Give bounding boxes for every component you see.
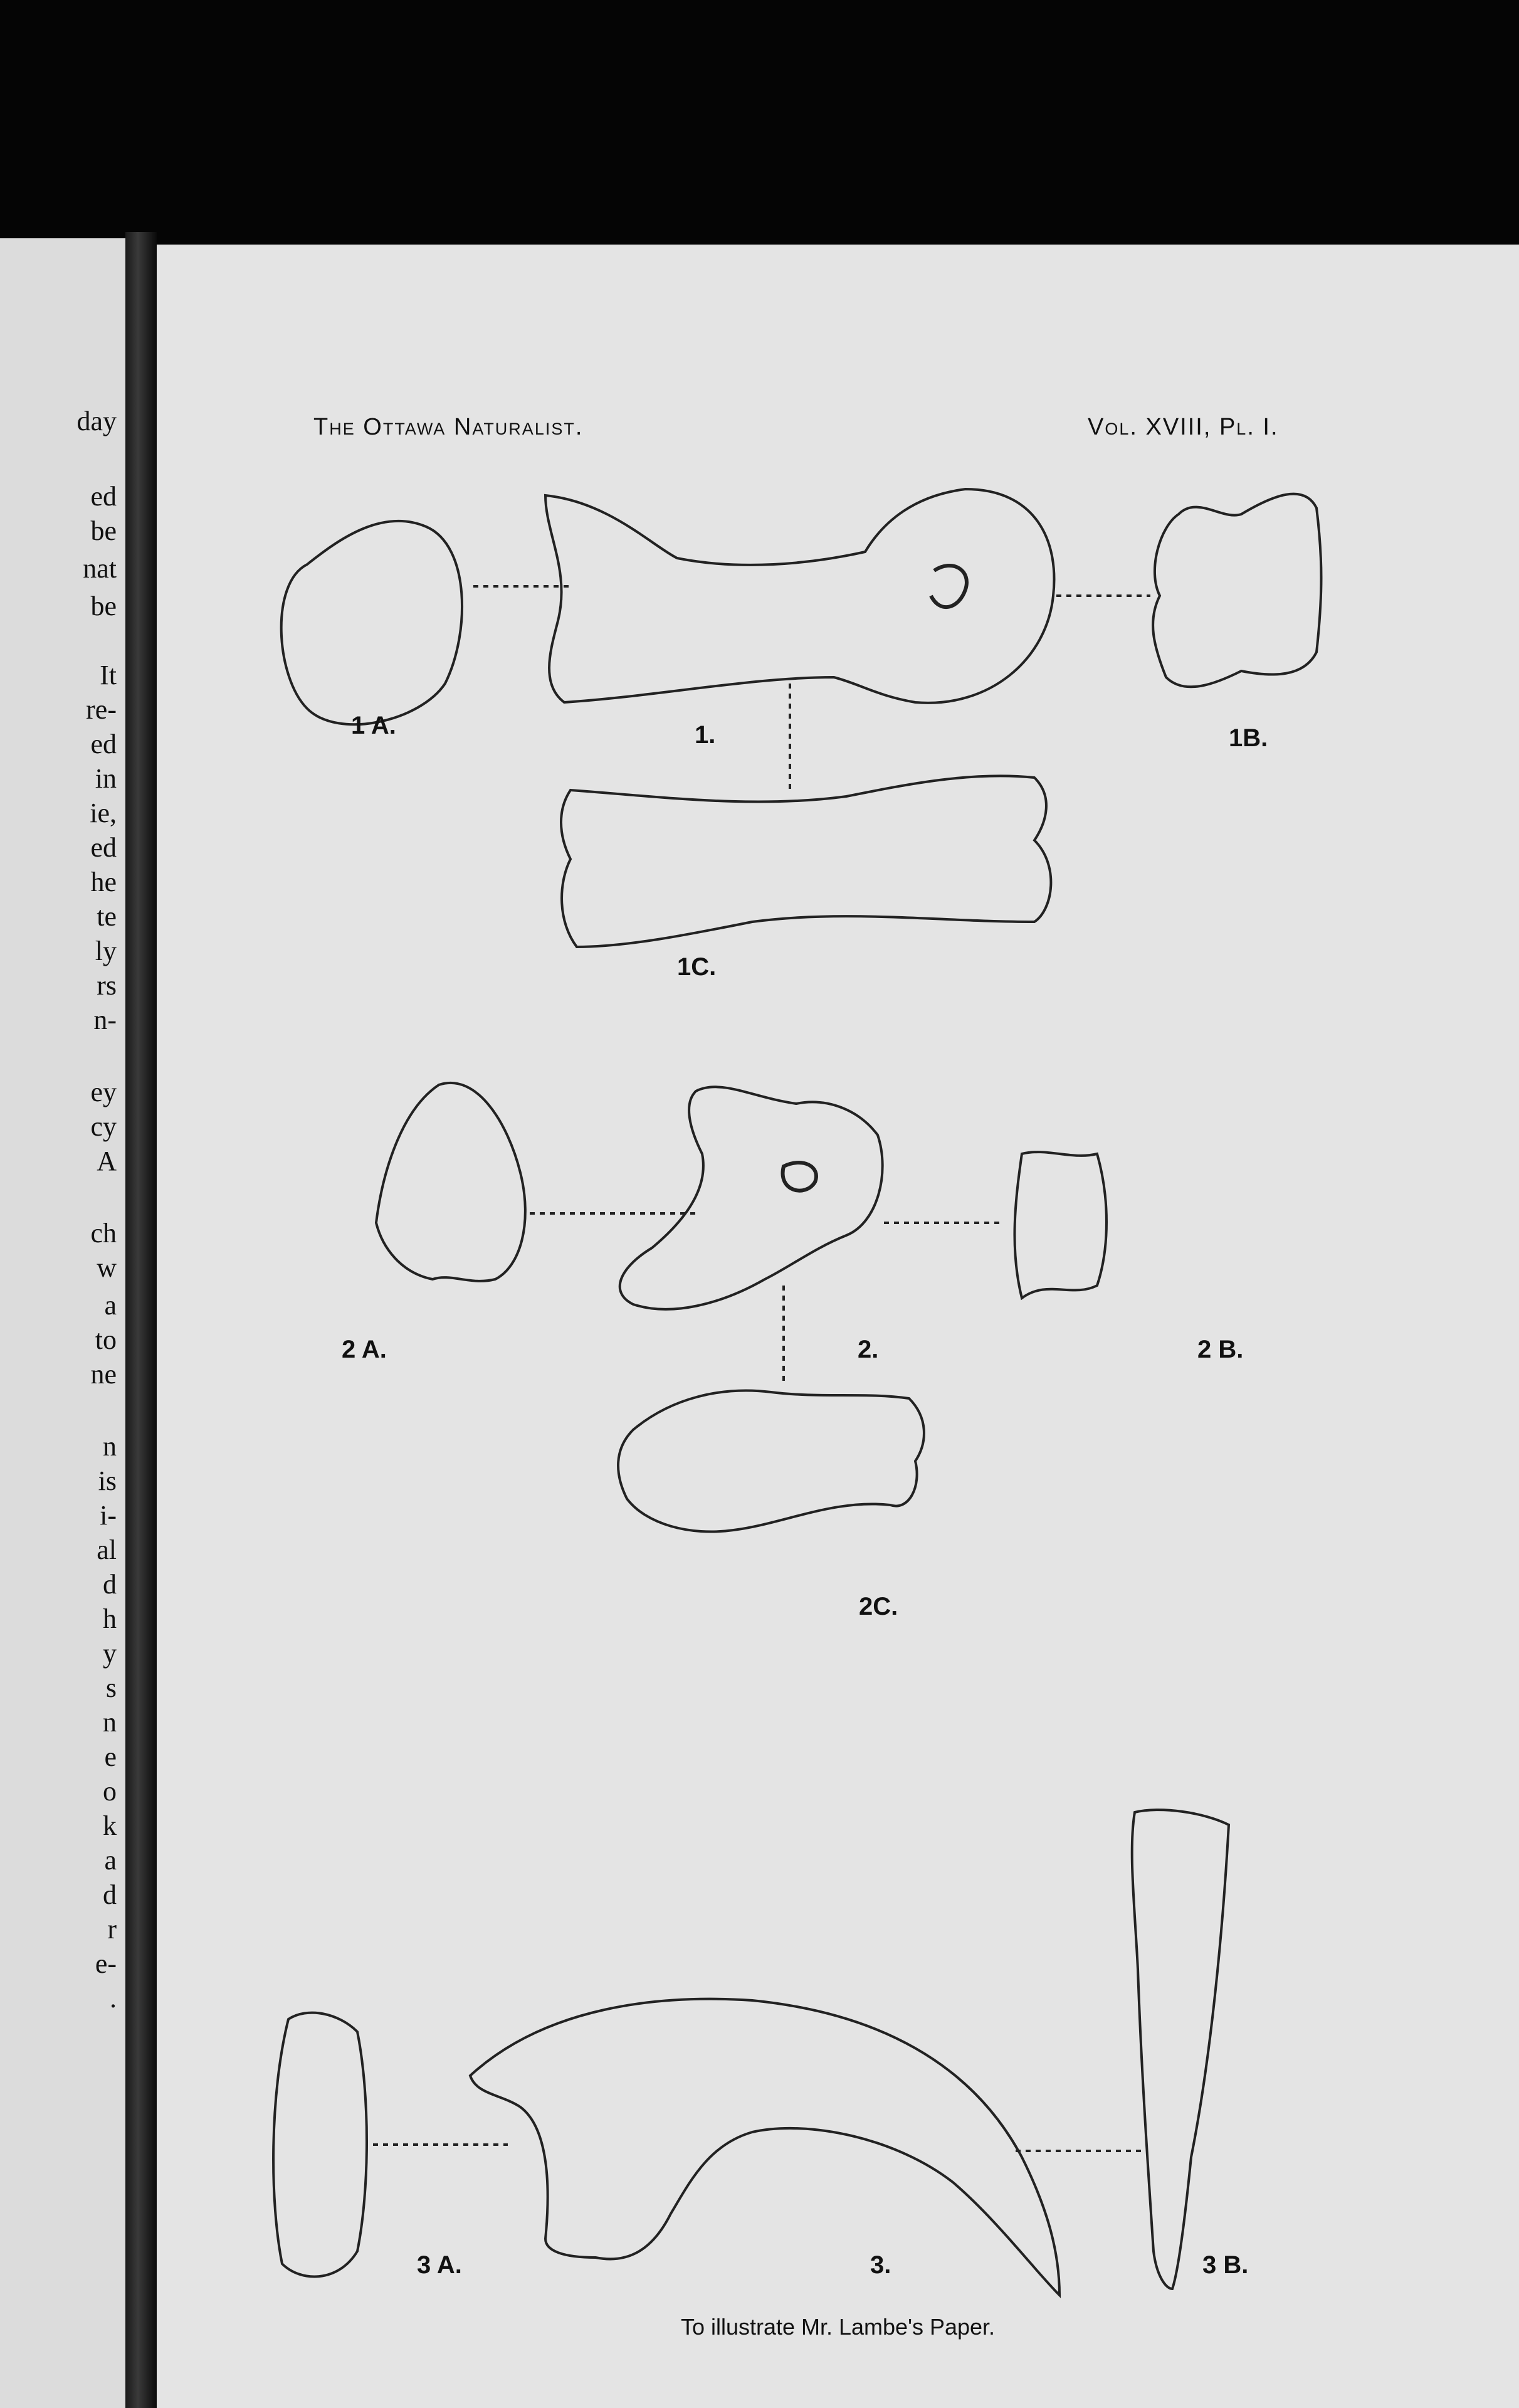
facing-page-text-fragment: ie, <box>90 798 117 828</box>
facing-page-text-fragment: te <box>97 901 117 932</box>
facing-page-text-fragment: he <box>90 867 117 897</box>
facing-page-text-fragment: d <box>103 1569 117 1600</box>
figure-1c-drawing <box>561 776 1051 947</box>
figure-3-claw-drawing <box>470 1999 1059 2295</box>
facing-page-text-fragment: ey <box>90 1077 117 1107</box>
figure-3-label: 3. <box>870 2251 891 2279</box>
volume-plate-number: Vol. XVIII, Pl. I. <box>1088 414 1279 440</box>
facing-page-text-fragment: nat <box>83 553 117 584</box>
journal-title: The Ottawa Naturalist. <box>313 414 584 440</box>
figure-1-hole <box>931 566 967 607</box>
figure-2c-drawing <box>618 1391 924 1532</box>
facing-page-text-fragment: al <box>97 1534 117 1565</box>
facing-page <box>0 238 125 2408</box>
facing-page-text-fragment: r <box>107 1914 117 1945</box>
facing-page-text-fragment: e <box>104 1741 117 1772</box>
facing-page-text-fragment: ch <box>90 1218 117 1249</box>
figure-1b-drawing <box>1153 494 1321 687</box>
book-gutter <box>125 232 157 2408</box>
facing-page-text-fragment: k <box>103 1810 117 1841</box>
facing-page-text-fragment: w <box>97 1252 117 1283</box>
bone-figures <box>157 245 1519 2408</box>
figure-3a-drawing <box>273 2013 367 2277</box>
facing-page-text-fragment: . <box>110 1983 117 2014</box>
facing-page-text-fragment: h <box>103 1603 117 1634</box>
facing-page-text-fragment: is <box>98 1465 117 1496</box>
facing-page-text-fragment: s <box>105 1672 117 1703</box>
figure-1a-label: 1 A. <box>351 712 396 739</box>
figure-2-hole <box>783 1163 816 1191</box>
facing-page-text-fragment: re- <box>86 694 117 725</box>
facing-page-text-fragment: ed <box>90 481 117 512</box>
facing-page-text-fragment: ed <box>90 729 117 759</box>
facing-page-text-fragment: n <box>103 1431 117 1462</box>
figure-2c-label: 2C. <box>859 1593 898 1620</box>
facing-page-text-fragment: i- <box>100 1500 117 1531</box>
facing-page-text-fragment: rs <box>97 970 117 1001</box>
figure-3b-label: 3 B. <box>1202 2251 1249 2279</box>
facing-page-text-fragment: cy <box>90 1111 117 1142</box>
figure-3b-drawing <box>1132 1810 1229 2289</box>
figure-1a-drawing <box>281 521 462 724</box>
plate-page <box>157 245 1519 2408</box>
figure-2-label: 2. <box>858 1336 879 1363</box>
facing-page-text-fragment: d <box>103 1879 117 1910</box>
facing-page-text-fragment: e- <box>95 1948 117 1979</box>
figure-1b-label: 1B. <box>1229 724 1268 752</box>
facing-page-text-fragment: ne <box>90 1359 117 1390</box>
figure-1-label: 1. <box>695 721 716 749</box>
plate-caption: To illustrate Mr. Lambe's Paper. <box>680 2314 996 2340</box>
figure-1c-label: 1C. <box>677 953 717 981</box>
facing-page-text-fragment: to <box>95 1324 117 1355</box>
facing-page-text-fragment: n- <box>93 1005 117 1035</box>
facing-page-text-fragment: n <box>103 1707 117 1738</box>
figure-1-drawing <box>545 489 1054 703</box>
facing-page-text-fragment: ed <box>90 832 117 863</box>
figure-2-drawing <box>620 1087 883 1309</box>
facing-page-text-fragment: be <box>90 515 117 546</box>
facing-page-text-fragment: be <box>90 591 117 621</box>
facing-page-text-fragment: a <box>104 1290 117 1321</box>
figure-3a-label: 3 A. <box>417 2251 462 2279</box>
figure-2b-drawing <box>1014 1152 1106 1298</box>
facing-page-text-fragment: A <box>97 1146 117 1176</box>
facing-page-text-fragment: in <box>95 763 117 794</box>
facing-page-text-fragment: o <box>103 1776 117 1807</box>
figure-2a-drawing <box>376 1083 525 1281</box>
figure-2a-label: 2 A. <box>342 1336 387 1363</box>
facing-page-text-fragment: a <box>104 1845 117 1876</box>
facing-page-text-fragment: day <box>76 406 117 436</box>
facing-page-text-fragment: It <box>100 660 117 690</box>
facing-page-text-fragment: y <box>103 1638 117 1669</box>
facing-page-text-fragment: ly <box>95 936 117 966</box>
figure-2b-label: 2 B. <box>1197 1336 1244 1363</box>
